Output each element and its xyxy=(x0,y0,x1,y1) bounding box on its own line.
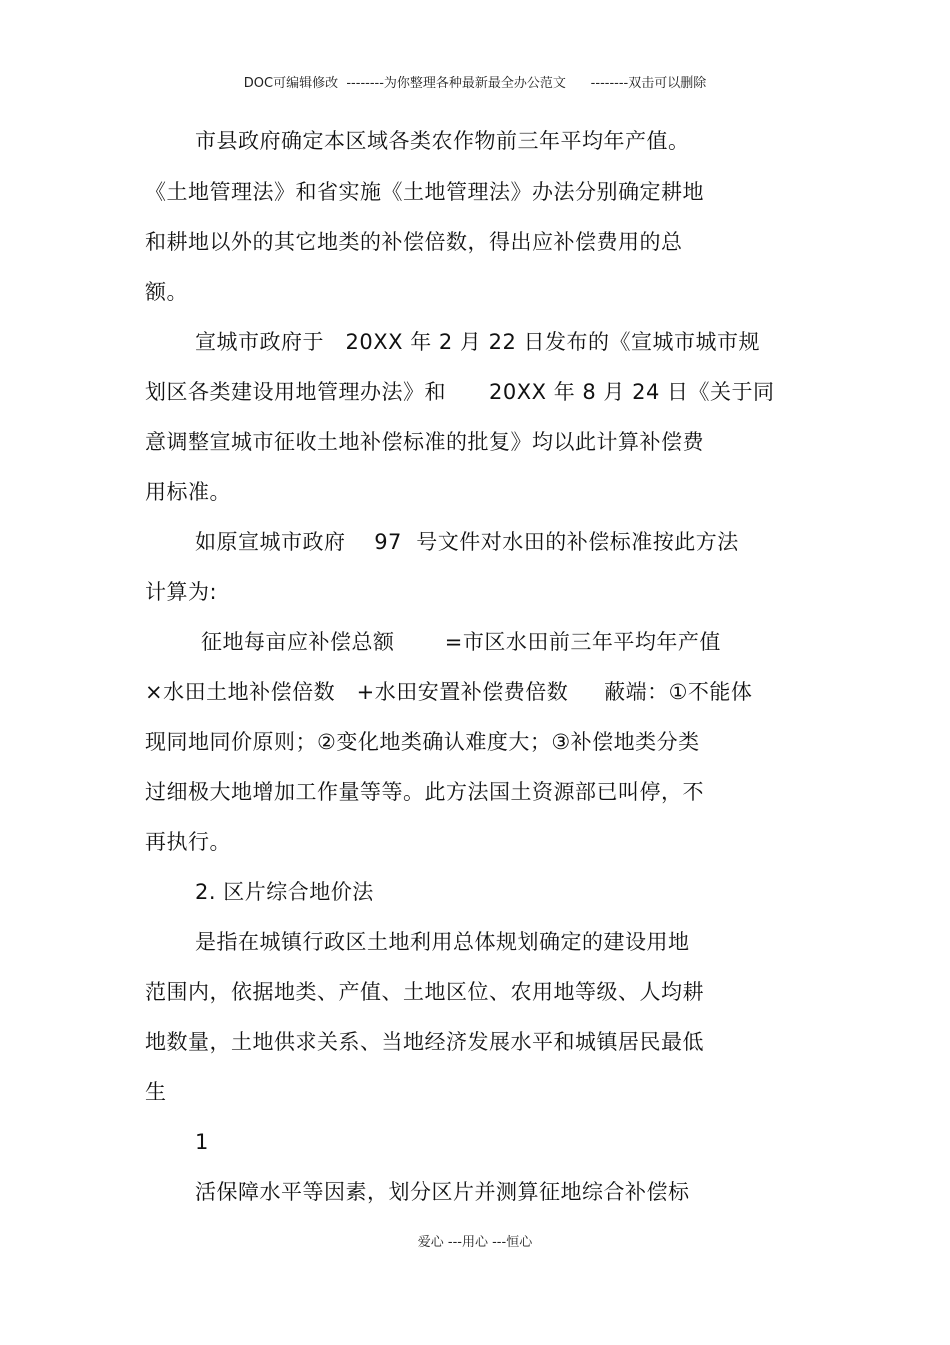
section-heading: 2. 区片综合地价法 xyxy=(195,880,374,904)
text-line-6: 划区各类建设用地管理办法》和 20XX 年 8 月 24 日《关于同 xyxy=(145,380,775,404)
text-line-13: 现同地同价原则；②变化地类确认难度大；③补偿地类分类 xyxy=(145,730,700,754)
text-line-8: 用标准。 xyxy=(145,480,231,504)
text-line-20: 生 xyxy=(145,1080,167,1104)
page-header: DOC可编辑修改 --------为你整理各种最新最全办公范文 --------双击可以删除 xyxy=(243,76,707,91)
text-line-15: 再执行。 xyxy=(145,830,231,854)
text-line-1: 市县政府确定本区域各类农作物前三年平均年产值。 xyxy=(195,129,690,153)
text-line-9: 如原宣城市政府 97 号文件对水田的补偿标准按此方法 xyxy=(195,530,739,554)
text-line-7: 意调整宣城市征收土地补偿标准的批复》均以此计算补偿费 xyxy=(145,430,704,454)
text-line-11: 征地每亩应补偿总额 =市区水田前三年平均年产值 xyxy=(201,630,721,654)
text-line-10: 计算为: xyxy=(145,580,218,604)
text-line-4: 额。 xyxy=(145,280,188,304)
text-line-22: 活保障水平等因素，划分区片并测算征地综合补偿标 xyxy=(195,1180,690,1204)
text-line-5: 宣城市政府于 20XX 年 2 月 22 日发布的《宣城市城市规 xyxy=(195,330,760,354)
text-line-3: 和耕地以外的其它地类的补偿倍数，得出应补偿费用的总 xyxy=(145,230,683,254)
text-line-2: 《土地管理法》和省实施《土地管理法》办法分别确定耕地 xyxy=(145,180,704,204)
page-footer: 爱心 ---用心 ---恒心 xyxy=(417,1235,533,1250)
text-line-19: 地数量，土地供求关系、当地经济发展水平和城镇居民最低 xyxy=(145,1030,704,1054)
page-number: 1 xyxy=(195,1130,209,1154)
text-line-14: 过细极大地增加工作量等等。此方法国土资源部已叫停，不 xyxy=(145,780,704,804)
text-line-18: 范围内，依据地类、产值、土地区位、农用地等级、人均耕 xyxy=(145,980,704,1004)
text-line-17: 是指在城镇行政区土地利用总体规划确定的建设用地 xyxy=(195,930,690,954)
text-line-12: ×水田土地补偿倍数 +水田安置补偿费倍数 蔽端：①不能体 xyxy=(145,680,753,704)
